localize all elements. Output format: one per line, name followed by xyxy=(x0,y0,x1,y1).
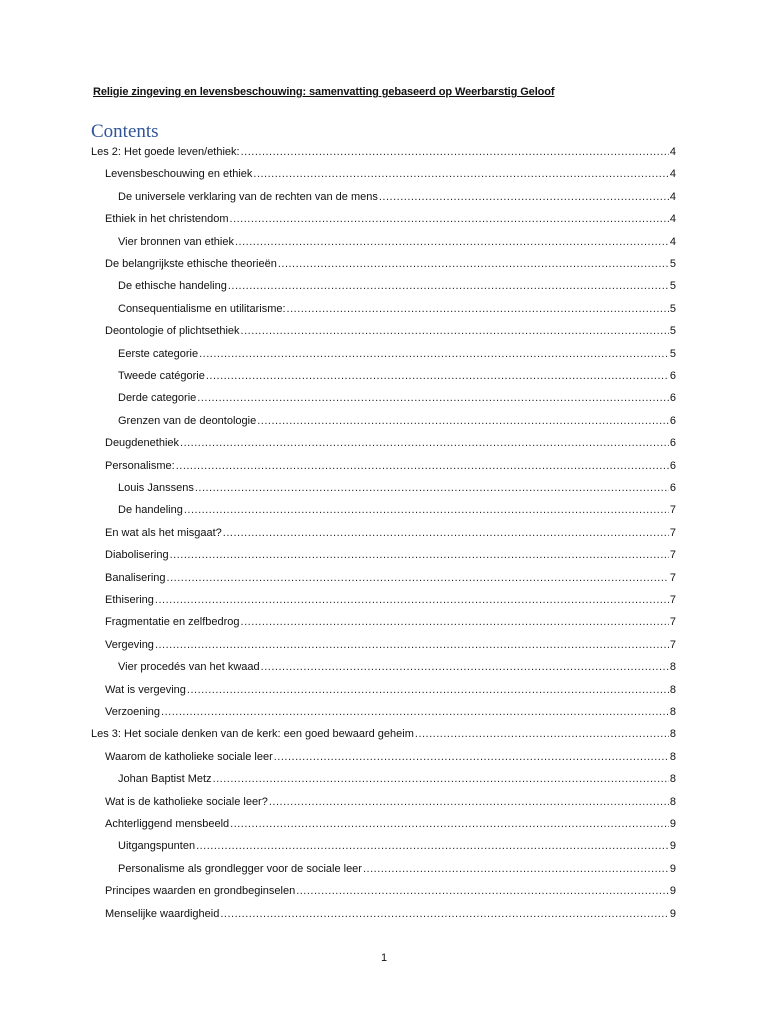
toc-entry[interactable] xyxy=(118,390,676,406)
toc-entry-label: Deugdenethiek xyxy=(105,437,180,450)
toc-dot-leader xyxy=(199,346,669,362)
toc-entry-label: De universele verklaring van de rechten van de mens xyxy=(118,190,378,203)
toc-dot-leader xyxy=(167,570,669,586)
toc-entry[interactable] xyxy=(118,771,676,787)
toc-entry-label: De ethische handeling xyxy=(118,280,227,293)
toc-dot-leader xyxy=(155,592,669,608)
toc-entry[interactable] xyxy=(118,480,676,496)
toc-entry-page: 6 xyxy=(669,459,676,472)
toc-entry-label: Johan Baptist Metz xyxy=(118,773,212,786)
toc-entry[interactable] xyxy=(105,570,676,586)
toc-entry[interactable] xyxy=(91,726,676,742)
toc-entry-page: 4 xyxy=(669,213,676,226)
toc-entry-label: Louis Janssens xyxy=(118,482,194,494)
toc-entry-label: Eerste categorie xyxy=(118,347,199,360)
toc-entry-page: 9 xyxy=(669,907,676,920)
toc-entry[interactable] xyxy=(118,368,676,384)
toc-entry-label: Diabolisering xyxy=(105,549,169,562)
toc-entry-page: 4 xyxy=(669,190,676,203)
toc-entry-label: Deontologie of plichtsethiek xyxy=(105,325,240,338)
toc-entry-page: 5 xyxy=(669,325,676,338)
toc-entry-label: De belangrijkste ethische theorieën xyxy=(105,258,277,270)
toc-dot-leader xyxy=(161,704,669,720)
toc-dot-leader xyxy=(379,189,669,205)
toc-dot-leader xyxy=(206,368,669,384)
toc-entry[interactable] xyxy=(105,614,676,630)
toc-dot-leader xyxy=(197,390,669,406)
toc-entry-label: Personalisme: xyxy=(105,459,175,472)
toc-entry-label: Wat is vergeving xyxy=(105,683,186,696)
toc-dot-leader xyxy=(223,525,669,541)
toc-entry[interactable] xyxy=(118,502,676,518)
toc-dot-leader xyxy=(155,637,669,653)
toc-dot-leader xyxy=(296,883,669,899)
toc-entry-page: 4 xyxy=(669,235,676,248)
toc-entry-label: Banalisering xyxy=(105,571,166,584)
toc-entry[interactable] xyxy=(105,323,676,339)
toc-entry[interactable] xyxy=(105,637,676,653)
toc-entry-label: Uitgangspunten xyxy=(118,840,196,853)
toc-entry-page: 7 xyxy=(669,616,676,629)
toc-entry-page: 4 xyxy=(669,168,676,181)
toc-entry-label: Menselijke waardigheid xyxy=(105,907,220,920)
toc-dot-leader xyxy=(228,278,669,294)
toc-entry-label: Achterliggend mensbeeld xyxy=(105,818,230,830)
toc-dot-leader xyxy=(230,211,669,227)
toc-dot-leader xyxy=(230,816,669,832)
toc-entry-page: 7 xyxy=(669,504,676,517)
toc-entry-page: 5 xyxy=(669,347,676,360)
toc-entry[interactable] xyxy=(118,861,676,877)
toc-entry-page: 6 xyxy=(669,414,676,427)
toc-dot-leader xyxy=(269,794,669,810)
toc-entry-page: 5 xyxy=(669,302,676,315)
toc-dot-leader xyxy=(241,614,669,630)
toc-entry[interactable] xyxy=(105,256,676,272)
toc-dot-leader xyxy=(274,749,669,765)
toc-entry-page: 8 xyxy=(669,683,676,696)
toc-entry-page: 4 xyxy=(669,146,676,158)
toc-entry-page: 6 xyxy=(669,437,676,450)
toc-entry[interactable] xyxy=(105,816,676,832)
toc-dot-leader xyxy=(213,771,669,787)
toc-entry-label: Vergeving xyxy=(105,638,154,651)
toc-dot-leader xyxy=(184,502,669,518)
toc-entry-label: Vier bronnen van ethiek xyxy=(118,235,234,248)
toc-dot-leader xyxy=(278,256,669,272)
toc-entry-page: 7 xyxy=(669,526,676,539)
toc-dot-leader xyxy=(363,861,669,877)
toc-entry-page: 8 xyxy=(669,795,676,808)
toc-dot-leader xyxy=(261,659,669,675)
toc-entry-page: 6 xyxy=(669,482,676,494)
toc-dot-leader xyxy=(187,682,669,698)
toc-entry-label: Principes waarden en grondbeginselen xyxy=(105,885,296,898)
toc-entry[interactable] xyxy=(105,166,676,182)
toc-entry-label: Ethisering xyxy=(105,594,154,606)
toc-entry-page: 8 xyxy=(669,773,676,786)
toc-entry-page: 9 xyxy=(669,818,676,830)
toc-entry[interactable] xyxy=(105,211,676,227)
toc-entry-label: Consequentialisme en utilitarisme: xyxy=(118,302,286,315)
toc-entry-page: 7 xyxy=(669,549,676,562)
toc-entry[interactable] xyxy=(118,301,676,317)
toc-entry-label: Les 2: Het goede leven/ethiek: xyxy=(91,146,240,158)
toc-entry[interactable] xyxy=(91,144,676,160)
toc-entry[interactable] xyxy=(118,234,676,250)
toc-dot-leader xyxy=(196,838,669,854)
toc-entry[interactable] xyxy=(118,838,676,854)
toc-entry-page: 7 xyxy=(669,638,676,651)
toc-entry[interactable] xyxy=(118,278,676,294)
toc-entry[interactable] xyxy=(105,435,676,451)
toc-dot-leader xyxy=(220,906,669,922)
toc-entry[interactable] xyxy=(105,794,676,810)
toc-entry-label: Vier procedés van het kwaad xyxy=(118,661,260,674)
toc-dot-leader xyxy=(257,413,669,429)
toc-entry-label: De handeling xyxy=(118,504,183,517)
toc-dot-leader xyxy=(241,323,669,339)
toc-dot-leader xyxy=(176,458,669,474)
toc-dot-leader xyxy=(287,301,669,317)
toc-entry[interactable] xyxy=(105,682,676,698)
toc-entry-page: 5 xyxy=(669,280,676,293)
toc-entry-page: 6 xyxy=(669,370,676,382)
toc-entry-label: En wat als het misgaat? xyxy=(105,526,222,539)
toc-entry-page: 8 xyxy=(669,750,676,763)
toc-entry-label: Grenzen van de deontologie xyxy=(118,414,257,427)
toc-dot-leader xyxy=(253,166,668,182)
document-title: Religie zingeving en levensbeschouwing: samenvatting gebaseerd op Weerbarstig Geloof xyxy=(93,86,555,98)
toc-entry-label: Fragmentatie en zelfbedrog xyxy=(105,616,240,629)
toc-dot-leader xyxy=(415,726,669,742)
toc-entry-page: 7 xyxy=(669,594,676,606)
toc-entry[interactable] xyxy=(105,883,676,899)
toc-dot-leader xyxy=(195,480,669,496)
toc-entry-page: 6 xyxy=(669,392,676,405)
toc-entry-label: Personalisme als grondlegger voor de sociale leer xyxy=(118,862,362,875)
toc-entry-label: Waarom de katholieke sociale leer xyxy=(105,750,273,763)
toc-entry-label: Ethiek in het christendom xyxy=(105,213,229,226)
toc-dot-leader xyxy=(241,144,669,160)
toc-entry-page: 7 xyxy=(669,571,676,584)
toc-entry-page: 9 xyxy=(669,862,676,875)
toc-entry[interactable] xyxy=(105,547,676,563)
toc-entry-label: Levensbeschouwing en ethiek xyxy=(105,168,253,181)
toc-entry-page: 8 xyxy=(669,728,676,741)
toc-dot-leader xyxy=(170,547,669,563)
toc-entry[interactable] xyxy=(105,704,676,720)
toc-entry[interactable] xyxy=(118,413,676,429)
toc-entry[interactable] xyxy=(118,189,676,205)
toc-dot-leader xyxy=(235,234,669,250)
toc-entry-page: 8 xyxy=(669,661,676,674)
toc-entry-label: Wat is de katholieke sociale leer? xyxy=(105,795,268,808)
page-number: 1 xyxy=(380,952,388,964)
toc-entry-page: 8 xyxy=(669,706,676,718)
toc-entry[interactable] xyxy=(105,592,676,608)
toc-entry-label: Les 3: Het sociale denken van de kerk: een goed bewaard geheim xyxy=(91,728,414,741)
toc-entry[interactable] xyxy=(105,749,676,765)
toc-entry[interactable] xyxy=(105,525,676,541)
toc-dot-leader xyxy=(180,435,669,451)
toc-entry[interactable] xyxy=(105,458,676,474)
toc-entry-page: 9 xyxy=(669,840,676,853)
toc-entry-label: Derde categorie xyxy=(118,392,197,405)
toc-entry-page: 5 xyxy=(669,258,676,270)
toc-entry[interactable] xyxy=(105,906,676,922)
toc-entry-page: 9 xyxy=(669,885,676,898)
toc-entry[interactable] xyxy=(118,659,676,675)
toc-entry-label: Tweede catégorie xyxy=(118,370,205,382)
contents-heading: Contents xyxy=(91,121,159,142)
toc-entry[interactable] xyxy=(118,346,676,362)
toc-entry-label: Verzoening xyxy=(105,706,161,718)
